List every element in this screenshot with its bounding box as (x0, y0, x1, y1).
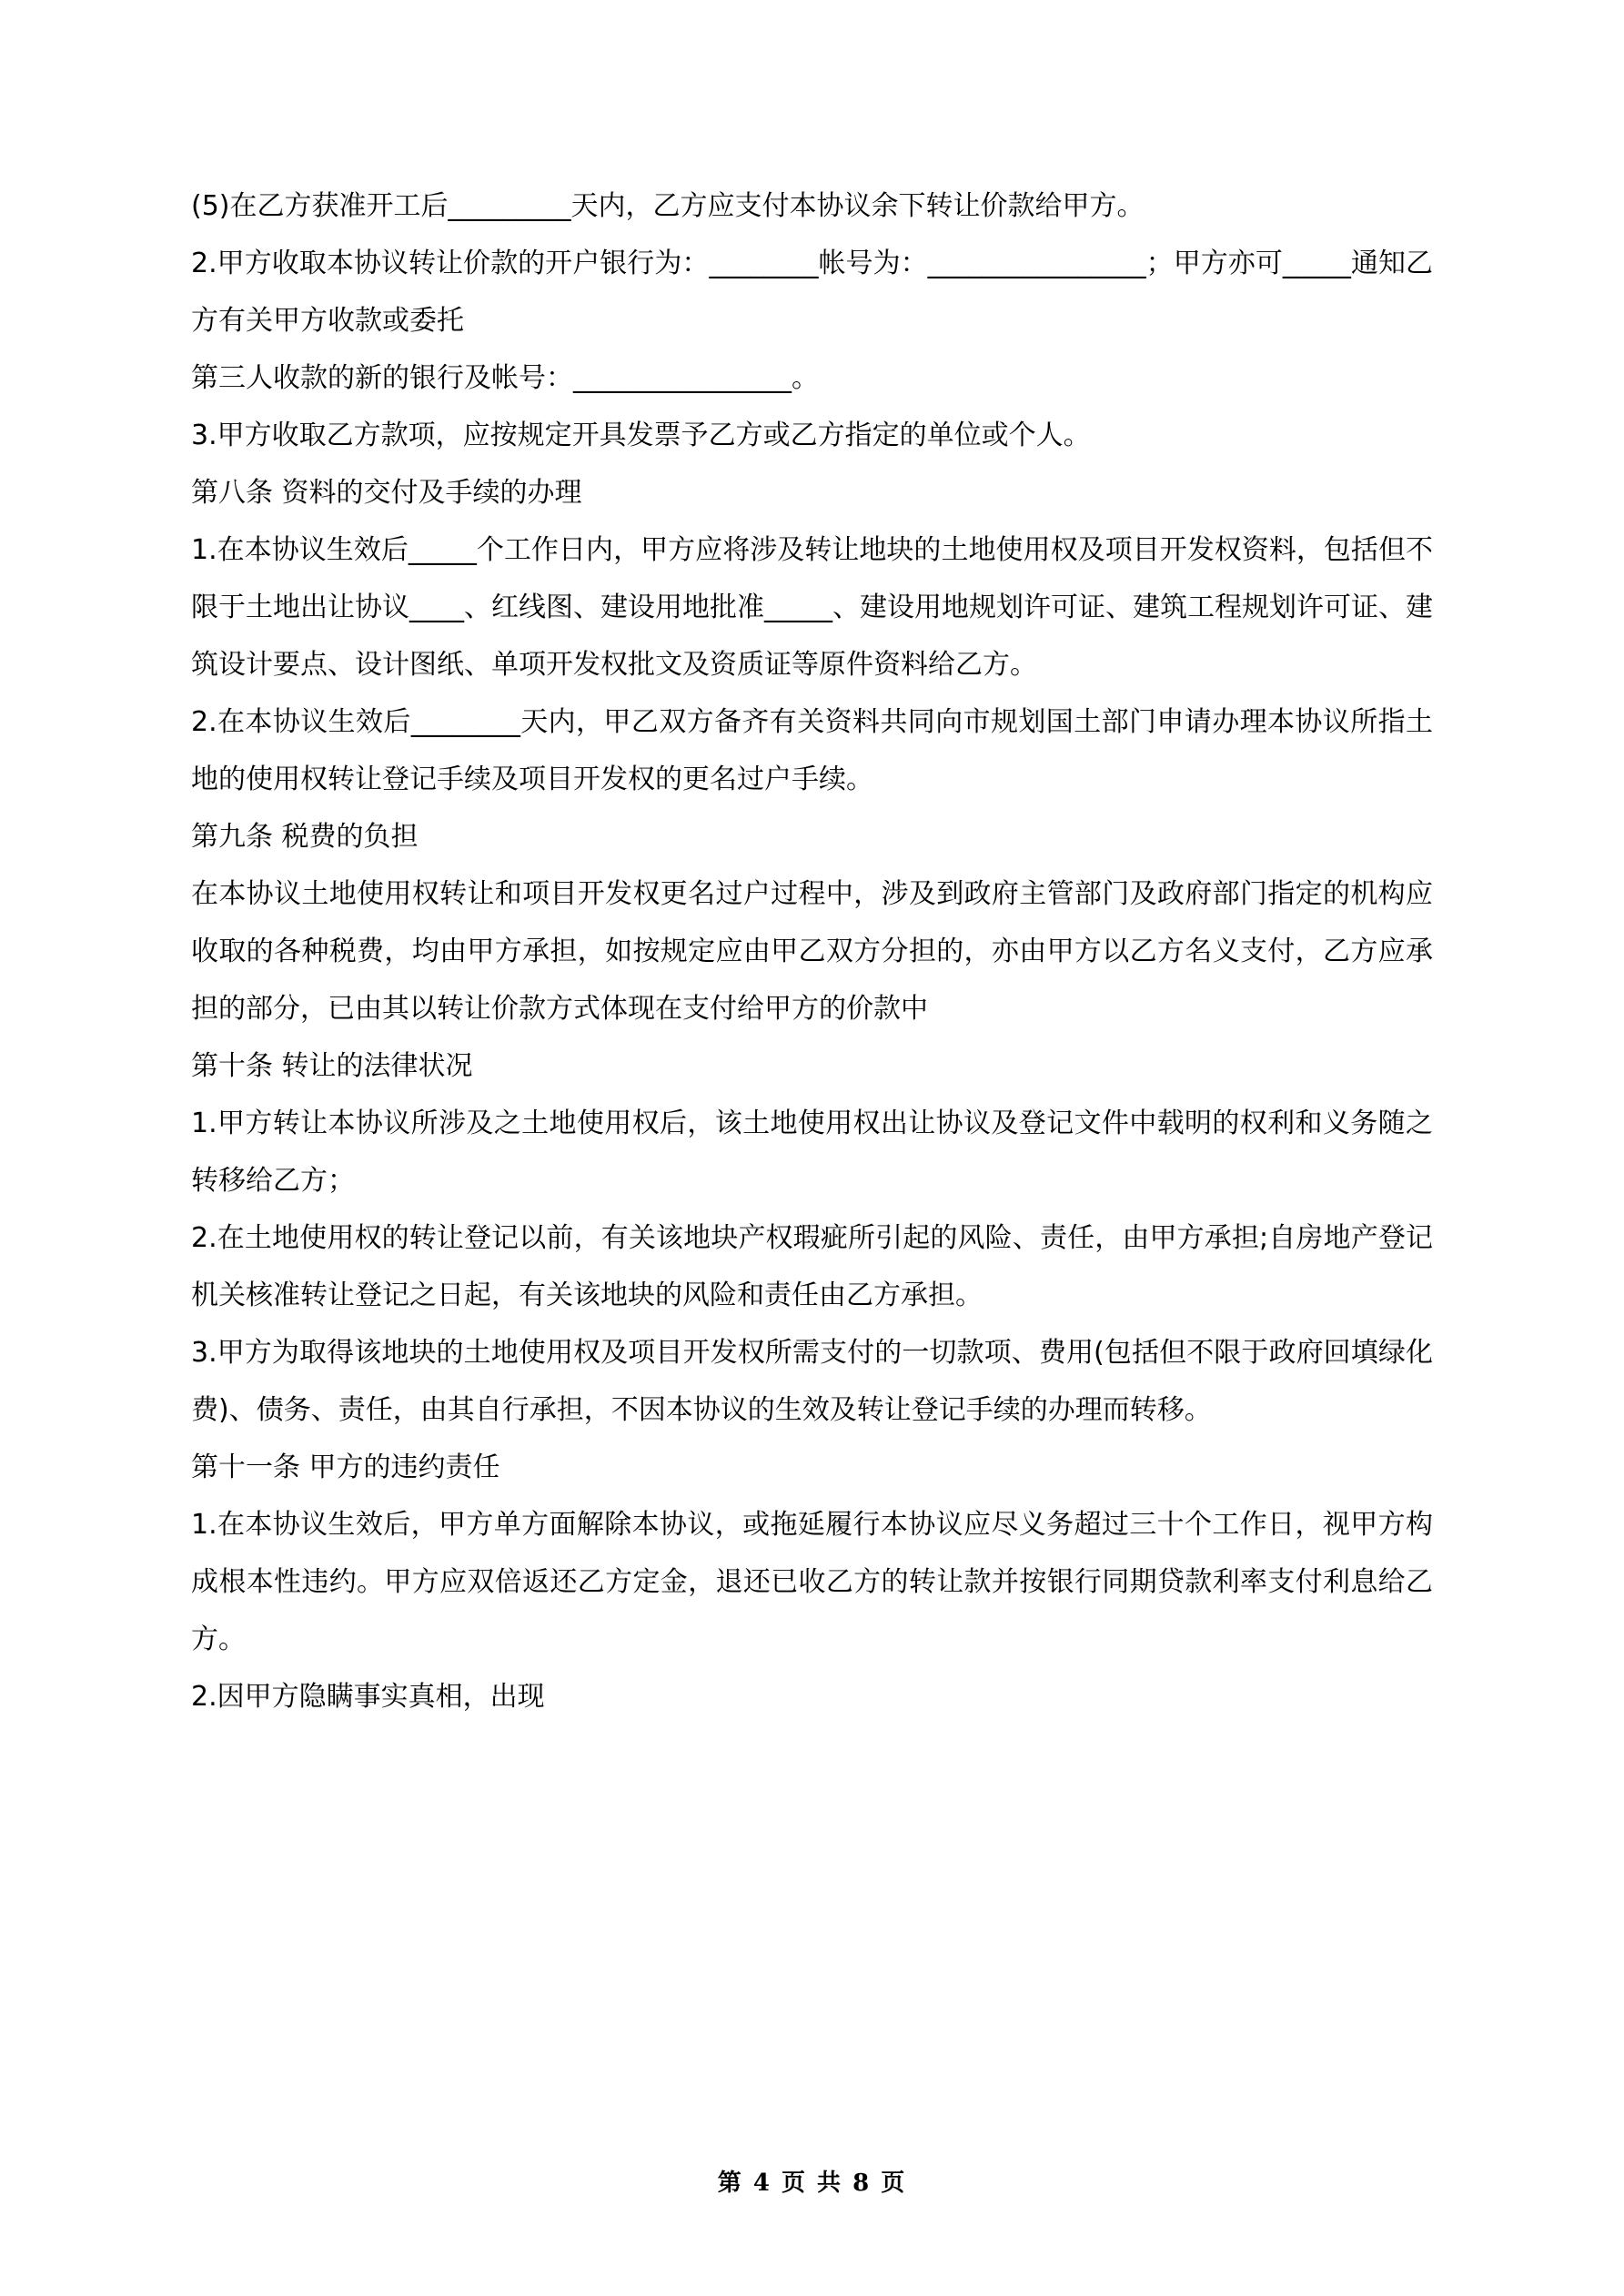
paragraph: 2.在土地使用权的转让登记以前，有关该地块产权瑕疵所引起的风险、责任，由甲方承担;自房地产登记机关核准转让登记之日起，有关该地块的风险和责任由乙方承担。 (191, 1222, 1433, 1311)
paragraph: 1.在本协议生效后_____个工作日内，甲方应将涉及转让地块的土地使用权及项目开发权资料，包括但不限于土地出让协议____、红线图、建设用地批准_____、建设用地规划许可证、建筑工程规划许可证、建筑设计要点、设计图纸、单项开发权批文及资质证等原件资料给乙方。 (191, 534, 1433, 681)
paragraph: 2.甲方收取本协议转让价款的开户银行为：________帐号为：________________；甲方亦可_____通知乙方有关甲方收款或委托 (191, 248, 1433, 337)
paragraph: 1.甲方转让本协议所涉及之土地使用权后，该土地使用权出让协议及登记文件中载明的权利和义务随之转移给乙方； (191, 1108, 1433, 1197)
section-heading-11: 第十一条 甲方的违约责任 (191, 1451, 500, 1483)
section-heading-8: 第八条 资料的交付及手续的办理 (191, 477, 582, 509)
paragraph: 3.甲方收取乙方款项，应按规定开具发票予乙方或乙方指定的单位或个人。 (191, 420, 1091, 451)
paragraph: 在本协议土地使用权转让和项目开发权更名过户过程中，涉及到政府主管部门及政府部门指定的机构应收取的各种税费，均由甲方承担，如按规定应由甲乙双方分担的，亦由甲方以乙方名义支付，乙方应承担的部分，已由其以转让价款方式体现在支付给甲方的价款中 (191, 878, 1433, 1025)
paragraph: (5)在乙方获准开工后_________天内，乙方应支付本协议余下转让价款给甲方。 (191, 190, 1145, 222)
paragraph: 2.在本协议生效后________天内，甲乙双方备齐有关资料共同向市规划国土部门申请办理本协议所指土地的使用权转让登记手续及项目开发权的更名过户手续。 (191, 706, 1433, 795)
paragraph: 3.甲方为取得该地块的土地使用权及项目开发权所需支付的一切款项、费用(包括但不限于政府回填绿化费)、债务、责任，由其自行承担，不因本协议的生效及转让登记手续的办理而转移。 (191, 1337, 1433, 1426)
paragraph: 1.在本协议生效后，甲方单方面解除本协议，或拖延履行本协议应尽义务超过三十个工作日，视甲方构成根本性违约。甲方应双倍返还乙方定金，退还已收乙方的转让款并按银行同期贷款利率支付利息给乙方。 (191, 1509, 1433, 1655)
section-heading-10: 第十条 转让的法律状况 (191, 1050, 473, 1082)
paragraph: 第三人收款的新的银行及帐号：________________。 (191, 362, 819, 394)
page-footer: 第 4 页 共 8 页 (717, 2170, 907, 2197)
paragraph: 2.因甲方隐瞒事实真相，出现 (191, 1681, 545, 1713)
document-body (191, 177, 1433, 1725)
section-heading-9: 第九条 税费的负担 (191, 821, 419, 853)
